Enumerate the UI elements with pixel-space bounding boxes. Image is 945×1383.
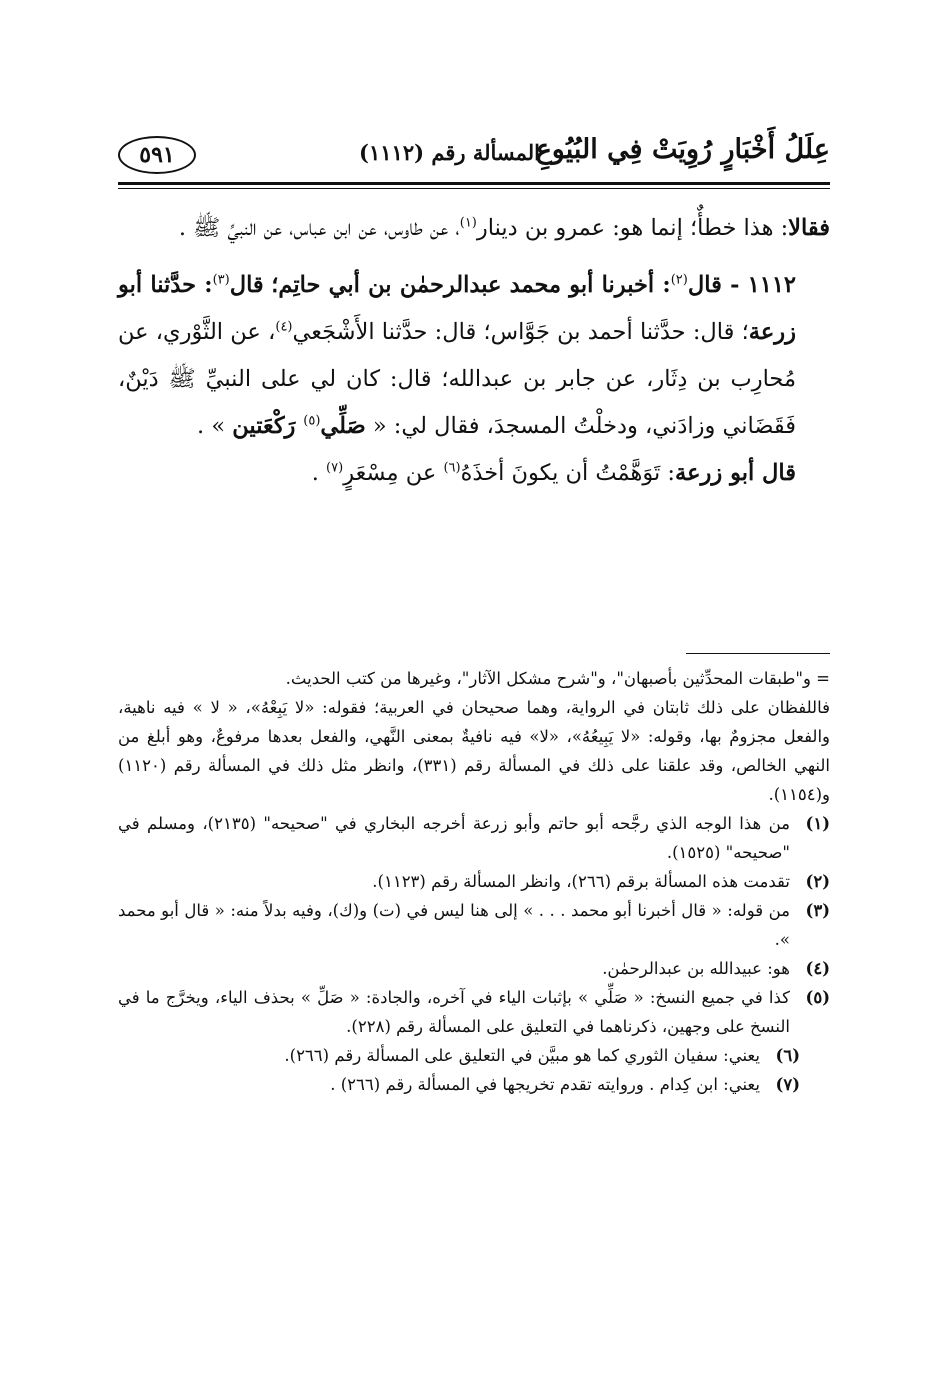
note-ref: (٣) xyxy=(212,272,230,288)
lead-word: فقالا xyxy=(788,215,830,241)
footnote-item xyxy=(118,809,830,867)
footnote-text: من قوله: « قال أخبرنا أبو محمد . . . » إلى هنا ليس في (ت) و(ك)، وفيه بدلاً منه: « قال أبو محمد ». xyxy=(118,901,790,949)
paragraph-1 xyxy=(118,205,830,252)
footnote-text: يعني: ابن كِدام . وروايته تقدم تخريجها في المسألة رقم (٢٦٦) . xyxy=(330,1075,760,1094)
main-text xyxy=(118,205,830,497)
footnote-number: (٧) xyxy=(775,1075,800,1094)
page-number: ٥٩١ xyxy=(118,136,196,174)
issue-lead: ١١١٢ - قال xyxy=(687,272,796,298)
text: ابن عباس، عن النبيِّ ﷺ . xyxy=(178,215,352,241)
footnote-separator xyxy=(686,653,830,654)
footnote-text: كذا في جميع النسخ: « صَلِّي » بإثبات الياء في آخره، والجادة: « صَلِّ » بحذف الياء، ويخرَّج ما في النسخ على وجهين، ذكرناهما في التعليق على المسألة رقم (٢٢٨). xyxy=(118,988,790,1036)
lead-word: قال أبو زرعة xyxy=(675,460,796,486)
text: ، عن طاوس، عن xyxy=(358,215,460,241)
footnote-text: تقدمت هذه المسألة برقم (٢٦٦)، وانظر المسألة رقم (١١٢٣). xyxy=(372,872,790,891)
footnote-continuation: فاللفظان على ذلك ثابتان في الرواية، وهما صحيحان في العربية؛ فقوله: «لا يَبِعْهُ»، « لا » فيه ناهية، والفعل مجزومٌ بها، وقوله: «لا يَبِيعُهُ»، «لا» فيه نافيةٌ بمعنى النَّهي، والفعل بعدها مرفوعٌ، وهو أبلغ من النهي الخالص، وقد علقنا على ذلك في المسألة رقم (٣٣١)، وانظر مثل ذلك في المسألة رقم (١١٢٠) و(١١٥٤). xyxy=(118,698,830,804)
footnote-text: من هذا الوجه الذي رجَّحه أبو حاتم وأبو زرعة أخرجه البخاري في "صحيحه" (٢١٣٥)، ومسلم في "صحيحه" (١٥٢٥). xyxy=(118,814,790,862)
issue-label: المسألة رقم (١١١٢) xyxy=(359,140,540,165)
footnote-item xyxy=(118,896,830,954)
footnote-number: (٥) xyxy=(805,988,830,1007)
footnote-item xyxy=(118,954,830,983)
footnote-number: (٤) xyxy=(805,959,830,978)
chain-text: قال xyxy=(229,272,264,298)
text: » . xyxy=(197,413,233,439)
footnote-text: يعني: سفيان الثوري كما هو مبيَّن في التعليق على المسألة رقم (٢٦٦). xyxy=(284,1046,760,1065)
text: ، عن الثَّوْري، عن مُحارِب بن دِثَار، عن جابر بن عبدالله؛ قال: كان لي على النبيِّ ﷺ دَيْنٌ، فَقَضَاني وزادَني، ودخلْتُ المسجدَ، فقال لي: « xyxy=(118,319,796,439)
note-ref: (٧) xyxy=(326,460,344,476)
hadith-word: صَلِّي xyxy=(320,413,366,439)
hadith-word: رَكْعَتين xyxy=(232,413,304,439)
footnote-number: (١) xyxy=(805,814,830,833)
footnote-item xyxy=(118,1070,800,1099)
footnote-item xyxy=(118,1041,800,1070)
header-rule-thin xyxy=(118,188,830,189)
chain-text: : حدَّثنا أبو زرعة xyxy=(118,272,796,345)
footnote-number: (٦) xyxy=(775,1046,800,1065)
footnotes xyxy=(118,664,830,1099)
paragraph-1112 xyxy=(118,262,830,450)
text: عن مِسْعَرٍ xyxy=(343,460,444,486)
note-ref: (٦) xyxy=(443,460,461,476)
chain-text: : أخبرنا أبو محمد عبدالرحمٰن بن أبي حاتِم؛ xyxy=(271,272,671,298)
text: : هذا خطأٌ؛ إنما هو: عمرو بن دينار xyxy=(476,215,789,241)
header-rule xyxy=(118,182,830,185)
note-ref: (٥) xyxy=(303,413,321,429)
note-ref: (١) xyxy=(459,215,477,231)
text: . xyxy=(311,460,327,486)
footnote-continuation: = و"طبقات المحدِّثين بأصبهان"، و"شرح مشكل الآثار"، وغيرها من كتب الحديث. xyxy=(285,669,830,688)
note-ref: (٤) xyxy=(275,319,293,335)
text: : تَوَهَّمْتُ أن يكونَ أخذَهُ xyxy=(460,460,676,486)
paragraph-abu-zura xyxy=(118,450,830,497)
running-header xyxy=(118,128,830,180)
footnote-text: هو: عبيدالله بن عبدالرحمٰن. xyxy=(602,959,790,978)
footnote-item xyxy=(118,983,830,1041)
footnote-number: (٢) xyxy=(805,872,830,891)
text: ؛ قال: حدَّثنا أحمد بن جَوَّاس؛ قال: حدَّثنا الأَشْجَعي xyxy=(292,319,749,345)
note-ref: (٢) xyxy=(670,272,688,288)
footnote-item xyxy=(118,867,830,896)
footnote-number: (٣) xyxy=(805,901,830,920)
book-title: عِلَلُ أَخْبَارٍ رُوِيَتْ فِي البُيُوعِ xyxy=(535,134,830,165)
